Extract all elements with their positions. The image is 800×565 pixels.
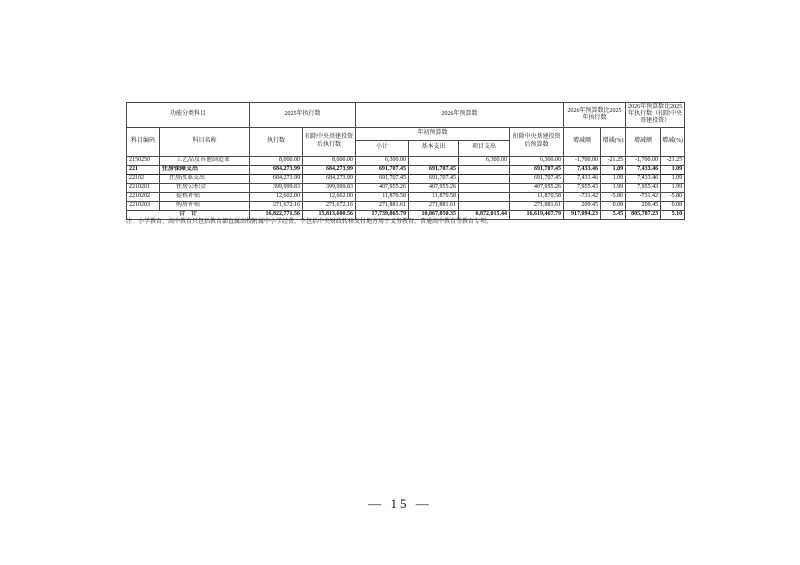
header-budget-net: 扣除中央基建投资后预算数	[510, 127, 564, 156]
cell-value: 6,300.00	[459, 156, 510, 165]
cell-value: 691,707.45	[510, 174, 564, 183]
cell-value: 11,870.58	[409, 192, 459, 201]
cell-value: 7,433.46	[626, 174, 661, 183]
cell-value: 805,787.23	[626, 210, 661, 219]
cell-value: 271,881.61	[356, 201, 409, 210]
cell-subject-name: 住房公积金	[160, 183, 250, 192]
header-initial-budget: 年初预算数	[356, 127, 510, 140]
cell-value: 1.09	[661, 165, 685, 174]
cell-value: 10,867,850.35	[409, 210, 459, 219]
cell-value: 12,602.00	[250, 192, 303, 201]
table-row	[127, 183, 685, 192]
cell-value: 399,999.83	[303, 183, 356, 192]
cell-subject-name: 住房保障支出	[160, 165, 250, 174]
header-budget-2026: 2026年预算数	[356, 103, 564, 128]
cell-subject-name: 住房改革支出	[160, 174, 250, 183]
cell-value: 11,870.58	[510, 192, 564, 201]
cell-value: 0.08	[601, 201, 626, 210]
cell-value: 17,739,865.79	[356, 210, 409, 219]
cell-value: -731.42	[626, 192, 661, 201]
cell-value: 271,881.61	[510, 201, 564, 210]
cell-value: 271,881.61	[409, 201, 459, 210]
header-delta-net-pct: 增减(%)	[661, 127, 685, 156]
cell-value: 684,273.99	[250, 165, 303, 174]
budget-table	[126, 102, 685, 220]
cell-subject-code: 2210203	[127, 201, 160, 210]
header-subtotal: 小计	[356, 140, 409, 156]
cell-subject-code: 2210201	[127, 183, 160, 192]
table-row	[127, 165, 685, 174]
cell-value: 684,273.99	[303, 174, 356, 183]
cell-value: 691,707.45	[356, 174, 409, 183]
cell-value: 15,813,680.56	[303, 210, 356, 219]
cell-value: 7,955.43	[564, 183, 601, 192]
cell-value: 7,433.46	[626, 165, 661, 174]
cell-value: 5.10	[661, 210, 685, 219]
cell-value: 6,872,015.44	[459, 210, 510, 219]
cell-value: -1,700.00	[626, 156, 661, 165]
cell-value: 684,273.99	[250, 174, 303, 183]
cell-subject-code: 22102	[127, 174, 160, 183]
cell-value: 691,707.45	[510, 165, 564, 174]
header-subject-code: 科目编码	[127, 127, 160, 156]
header-compare: 2026年预算数比2025年执行数	[564, 103, 626, 128]
header-delta: 增减额	[564, 127, 601, 156]
header-exec: 执行数	[250, 127, 303, 156]
header-func-category: 功能分类科目	[127, 103, 250, 128]
cell-value: 12,602.00	[303, 192, 356, 201]
cell-value: 407,955.26	[356, 183, 409, 192]
cell-value: -731.42	[564, 192, 601, 201]
budget-table-body	[127, 156, 685, 219]
header-delta-net: 增减额	[626, 127, 661, 156]
cell-value: 0.08	[661, 201, 685, 210]
cell-value	[459, 165, 510, 174]
table-row	[127, 156, 685, 165]
header-project-expenditure: 项目支出	[459, 140, 510, 156]
page-number: — 15 —	[368, 496, 432, 511]
cell-value: 271,672.16	[250, 201, 303, 210]
cell-value: 271,672.16	[303, 201, 356, 210]
cell-value: 691,707.45	[409, 165, 459, 174]
cell-value: -1,700.00	[564, 156, 601, 165]
cell-value: 1.99	[661, 183, 685, 192]
cell-value: 209.45	[564, 201, 601, 210]
cell-value: -21.25	[601, 156, 626, 165]
cell-subject-name: 工艺品及其他制造业	[160, 156, 250, 165]
cell-value: 691,707.45	[409, 174, 459, 183]
header-exec-2025: 2025年执行数	[250, 103, 356, 128]
cell-value	[459, 183, 510, 192]
cell-value: 407,955.26	[510, 183, 564, 192]
cell-value	[459, 192, 510, 201]
budget-table-header	[127, 103, 685, 157]
cell-value: 684,273.99	[303, 165, 356, 174]
cell-value: 8,000.00	[303, 156, 356, 165]
cell-value: -5.80	[661, 192, 685, 201]
cell-value: 917,094.23	[564, 210, 601, 219]
cell-value: -21.25	[661, 156, 685, 165]
cell-value: 1.99	[601, 183, 626, 192]
cell-value: 407,955.26	[409, 183, 459, 192]
footnote: 注：小学教育、高中教育只包括教育部直属高校附属中小学经费，不包括中央财政转移支付地方用于义务教育、普通高中教育等教育专项。	[126, 219, 493, 225]
cell-value: 6,300.00	[356, 156, 409, 165]
cell-value: 16,822,771.56	[250, 210, 303, 219]
cell-value	[409, 156, 459, 165]
cell-value: 1.09	[661, 174, 685, 183]
header-exec-net: 扣除中央基建投资后执行数	[303, 127, 356, 156]
table-row	[127, 201, 685, 210]
header-compare-net: 2026年预算数比2025年执行数（扣除中央基建投资）	[626, 103, 685, 128]
header-delta-pct: 增减(%)	[601, 127, 626, 156]
cell-value: -5.80	[601, 192, 626, 201]
cell-subject-code: 221	[127, 165, 160, 174]
cell-value	[459, 174, 510, 183]
cell-value: 1.09	[601, 174, 626, 183]
table-row	[127, 192, 685, 201]
cell-value: 11,870.58	[356, 192, 409, 201]
cell-value: 209.45	[626, 201, 661, 210]
cell-value: 16,619,467.79	[510, 210, 564, 219]
cell-value: 399,999.83	[250, 183, 303, 192]
cell-subject-name: 提租补贴	[160, 192, 250, 201]
table-row	[127, 174, 685, 183]
total-label: 合 计	[127, 210, 250, 219]
cell-value: 7,955.43	[626, 183, 661, 192]
cell-value: 8,000.00	[250, 156, 303, 165]
cell-value: 7,433.46	[564, 174, 601, 183]
cell-value: 5.45	[601, 210, 626, 219]
cell-subject-name: 购房补贴	[160, 201, 250, 210]
cell-value: 1.09	[601, 165, 626, 174]
cell-subject-code: 2210202	[127, 192, 160, 201]
cell-subject-code: 2150250	[127, 156, 160, 165]
header-subject-name: 科目名称	[160, 127, 250, 156]
cell-value: 7,433.46	[564, 165, 601, 174]
cell-value: 691,707.45	[356, 165, 409, 174]
cell-value	[459, 201, 510, 210]
header-basic-expenditure: 基本支出	[409, 140, 459, 156]
cell-value: 6,300.00	[510, 156, 564, 165]
